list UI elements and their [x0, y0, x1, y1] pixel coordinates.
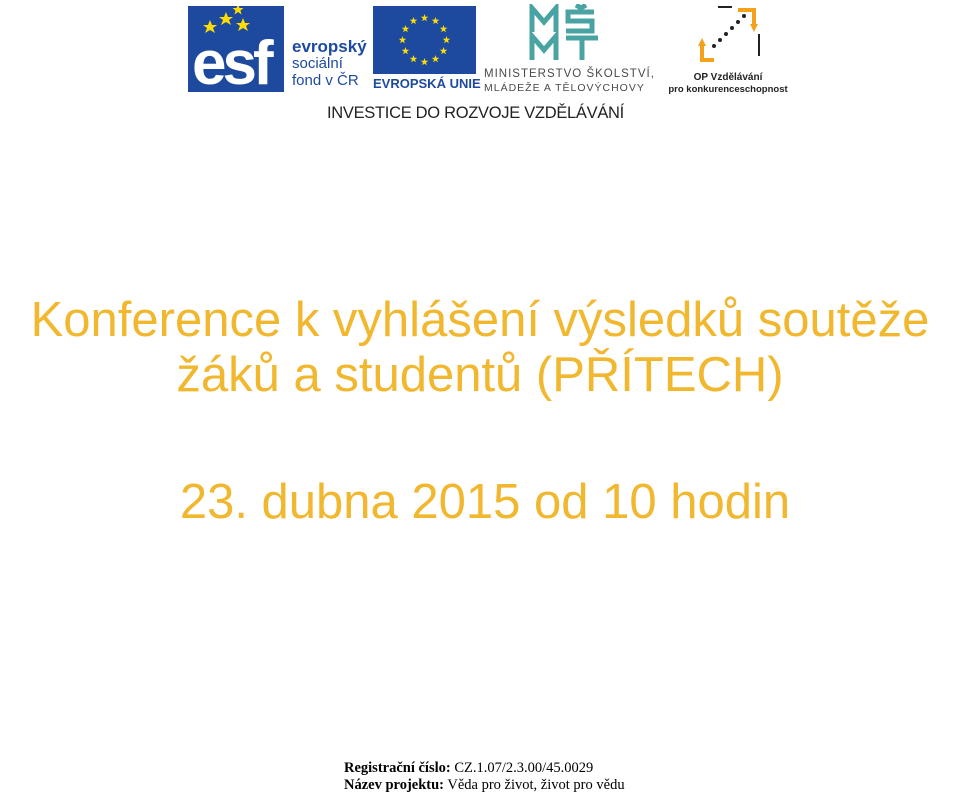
- eu-label: EVROPSKÁ UNIE: [373, 76, 481, 91]
- eu-star-icon: [410, 17, 418, 24]
- eu-star-icon: [440, 47, 448, 54]
- project-name-line: [344, 777, 625, 794]
- eu-star-icon: [421, 58, 429, 65]
- msmt-mark-icon: [528, 4, 620, 64]
- eu-star-icon: [402, 25, 410, 32]
- op-logo: [668, 4, 788, 94]
- eu-star-icon: [410, 55, 418, 62]
- msmt-logo: [484, 4, 664, 94]
- tagline: INVESTICE DO ROZVOJE VZDĚLÁVÁNÍ: [327, 104, 624, 122]
- msmt-line1: MINISTERSTVO ŠKOLSTVÍ,: [484, 68, 655, 80]
- title-line1: Konference k vyhlášení výsledků soutěže: [30, 293, 930, 347]
- esf-line1: evropský: [292, 37, 367, 56]
- op-mark-icon: [698, 4, 770, 66]
- eu-star-icon: [421, 14, 429, 21]
- eu-star-icon: [399, 36, 407, 43]
- project-name-value: Věda pro život, život pro vědu: [447, 777, 625, 793]
- eu-logo: [373, 6, 481, 92]
- registration-label: Registrační číslo:: [344, 760, 451, 776]
- eu-star-icon: [440, 25, 448, 32]
- page-title: [0, 293, 960, 403]
- eu-flag: [373, 6, 476, 74]
- eu-star-icon: [443, 36, 451, 43]
- registration-value: CZ.1.07/2.3.00/45.0029: [454, 760, 594, 776]
- esf-text: [292, 38, 367, 89]
- title-line2: žáků a studentů (PŘÍTECH): [176, 348, 784, 402]
- eu-star-icon: [402, 47, 410, 54]
- footer: [344, 760, 625, 794]
- esf-line2: sociální: [292, 55, 343, 72]
- registration-line: [344, 760, 625, 777]
- esf-letters: esf: [192, 29, 270, 92]
- esf-box: [188, 6, 284, 92]
- project-name-label: Název projektu:: [344, 777, 445, 793]
- eu-stars-icon: [373, 6, 476, 74]
- event-date: 23. dubna 2015 od 10 hodin: [179, 475, 791, 529]
- logo-strip: [0, 0, 960, 130]
- esf-line3: fond v ČR: [292, 72, 359, 89]
- eu-star-icon: [432, 17, 440, 24]
- msmt-line2: MLÁDEŽE A TĚLOVÝCHOVY: [484, 82, 645, 94]
- eu-star-icon: [432, 55, 440, 62]
- op-line2: pro konkurenceschopnost: [668, 84, 788, 95]
- op-line1: OP Vzdělávání: [693, 72, 763, 83]
- esf-logo: [188, 6, 370, 92]
